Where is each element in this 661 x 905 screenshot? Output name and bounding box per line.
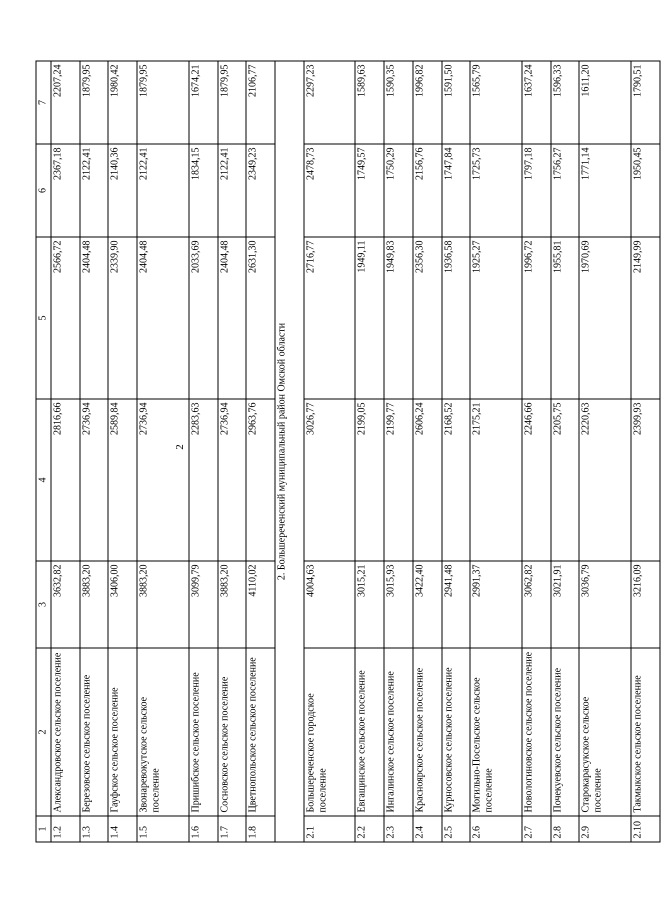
value-col-4: 2606,24 <box>413 399 442 561</box>
value-col-7: 1879,95 <box>218 61 247 144</box>
row-number: 2.7 <box>522 816 551 842</box>
tariff-table-rotated <box>36 62 661 843</box>
value-col-4: 2736,94 <box>80 399 109 561</box>
value-col-7: 1879,95 <box>80 61 109 144</box>
value-col-6: 2478,73 <box>304 144 356 237</box>
value-col-4: 2589,84 <box>108 399 137 561</box>
settlement-name: Гауфское сельское поселение <box>108 648 137 816</box>
value-col-5: 2566,72 <box>51 237 80 399</box>
settlement-name: Могильно-Посельское сельское поселение <box>470 648 522 816</box>
value-col-7: 1596,33 <box>551 61 580 144</box>
table-row <box>413 61 442 842</box>
col-header-5: 5 <box>36 237 51 399</box>
value-col-3: 3883,20 <box>137 561 189 648</box>
value-col-5: 1970,69 <box>579 237 631 399</box>
settlement-name: Такмыкское сельское поселение <box>631 648 660 816</box>
value-col-6: 1834,15 <box>189 144 218 237</box>
value-col-3: 3216,09 <box>631 561 660 648</box>
value-col-3: 3036,79 <box>579 561 631 648</box>
value-col-4: 2283,63 <box>189 399 218 561</box>
row-number: 1.8 <box>246 816 275 842</box>
table-row <box>631 61 660 842</box>
value-col-6: 2122,41 <box>137 144 189 237</box>
value-col-7: 1591,50 <box>442 61 471 144</box>
value-col-3: 3099,79 <box>189 561 218 648</box>
value-col-6: 1771,14 <box>579 144 631 237</box>
table-row <box>189 61 218 842</box>
settlement-name: Евгащинское сельское поселение <box>355 648 384 816</box>
value-col-4: 2399,93 <box>631 399 660 561</box>
row-number: 2.3 <box>384 816 413 842</box>
settlement-name: Александровское сельское поселение <box>51 648 80 816</box>
value-col-3: 3021,91 <box>551 561 580 648</box>
settlement-name: Большереченское городское поселение <box>304 648 356 816</box>
col-header-3: 3 <box>36 561 51 648</box>
value-col-5: 2716,77 <box>304 237 356 399</box>
row-number: 2.5 <box>442 816 471 842</box>
value-col-4: 2199,05 <box>355 399 384 561</box>
value-col-7: 1611,20 <box>579 61 631 144</box>
table-row <box>355 61 384 842</box>
row-number: 2.4 <box>413 816 442 842</box>
row-number: 1.4 <box>108 816 137 842</box>
value-col-3: 4110,02 <box>246 561 275 648</box>
table-row <box>108 61 137 842</box>
tariff-table <box>36 61 661 843</box>
value-col-4: 2963,76 <box>246 399 275 561</box>
table-row <box>137 61 189 842</box>
value-col-3: 2991,37 <box>470 561 522 648</box>
table-row <box>51 61 80 842</box>
value-col-6: 2140,36 <box>108 144 137 237</box>
value-col-5: 2404,48 <box>80 237 109 399</box>
settlement-name: Старокарасукское сельское поселение <box>579 648 631 816</box>
col-header-4: 4 <box>36 399 51 561</box>
value-col-3: 3883,20 <box>218 561 247 648</box>
value-col-6: 2156,76 <box>413 144 442 237</box>
value-col-6: 2122,41 <box>218 144 247 237</box>
value-col-3: 3422,40 <box>413 561 442 648</box>
row-number: 2.9 <box>579 816 631 842</box>
value-col-7: 1996,82 <box>413 61 442 144</box>
row-number: 1.6 <box>189 816 218 842</box>
value-col-5: 1949,11 <box>355 237 384 399</box>
settlement-name: Новологиновское сельское поселение <box>522 648 551 816</box>
settlement-name: Звонаревокутское сельское поселение <box>137 648 189 816</box>
value-col-4: 2246,66 <box>522 399 551 561</box>
value-col-4: 2199,77 <box>384 399 413 561</box>
value-col-5: 1996,72 <box>522 237 551 399</box>
value-col-5: 2339,90 <box>108 237 137 399</box>
row-number: 2.1 <box>304 816 356 842</box>
value-col-5: 1955,81 <box>551 237 580 399</box>
value-col-7: 1790,51 <box>631 61 660 144</box>
value-col-5: 2404,48 <box>137 237 189 399</box>
settlement-name: Красноярское сельское поселение <box>413 648 442 816</box>
value-col-4: 2736,94 <box>137 399 189 561</box>
section-row <box>275 61 304 842</box>
table-body <box>51 61 660 842</box>
col-header-6: 6 <box>36 144 51 237</box>
value-col-3: 2941,48 <box>442 561 471 648</box>
value-col-6: 2367,18 <box>51 144 80 237</box>
value-col-5: 2033,69 <box>189 237 218 399</box>
value-col-7: 1637,24 <box>522 61 551 144</box>
value-col-4: 3026,77 <box>304 399 356 561</box>
value-col-6: 1747,84 <box>442 144 471 237</box>
value-col-7: 1565,79 <box>470 61 522 144</box>
row-number: 2.6 <box>470 816 522 842</box>
value-col-3: 3015,21 <box>355 561 384 648</box>
table-row <box>442 61 471 842</box>
table-row <box>579 61 631 842</box>
table-row <box>246 61 275 842</box>
value-col-7: 2297,23 <box>304 61 356 144</box>
value-col-7: 1879,95 <box>137 61 189 144</box>
value-col-6: 2349,23 <box>246 144 275 237</box>
section-title: 2. Большереченский муниципальный район Омской области <box>275 61 304 842</box>
settlement-name: Ингалинское сельское поселение <box>384 648 413 816</box>
table-row <box>304 61 356 842</box>
value-col-7: 1674,21 <box>189 61 218 144</box>
value-col-5: 2149,99 <box>631 237 660 399</box>
value-col-7: 1980,42 <box>108 61 137 144</box>
settlement-name: Курносовское сельское поселение <box>442 648 471 816</box>
value-col-6: 1749,57 <box>355 144 384 237</box>
value-col-6: 1725,73 <box>470 144 522 237</box>
col-header-1: 1 <box>36 816 51 842</box>
header-row <box>36 61 51 842</box>
settlement-name: Березовское сельское поселение <box>80 648 109 816</box>
table-row <box>551 61 580 842</box>
value-col-3: 3632,82 <box>51 561 80 648</box>
value-col-5: 1925,27 <box>470 237 522 399</box>
row-number: 1.2 <box>51 816 80 842</box>
settlement-name: Сосновское сельское поселение <box>218 648 247 816</box>
value-col-4: 2175,21 <box>470 399 522 561</box>
value-col-4: 2205,75 <box>551 399 580 561</box>
settlement-name: Пришибское сельское поселение <box>189 648 218 816</box>
value-col-6: 2122,41 <box>80 144 109 237</box>
row-number: 1.7 <box>218 816 247 842</box>
value-col-4: 2220,63 <box>579 399 631 561</box>
value-col-3: 3015,93 <box>384 561 413 648</box>
value-col-5: 1949,83 <box>384 237 413 399</box>
value-col-4: 2736,94 <box>218 399 247 561</box>
col-header-2: 2 <box>36 648 51 816</box>
row-number: 1.5 <box>137 816 189 842</box>
row-number: 1.3 <box>80 816 109 842</box>
row-number: 2.2 <box>355 816 384 842</box>
value-col-5: 2404,48 <box>218 237 247 399</box>
value-col-7: 1590,35 <box>384 61 413 144</box>
value-col-3: 4004,63 <box>304 561 356 648</box>
row-number: 2.10 <box>631 816 660 842</box>
table-row <box>218 61 247 842</box>
row-number: 2.8 <box>551 816 580 842</box>
table-row <box>522 61 551 842</box>
value-col-6: 1756,27 <box>551 144 580 237</box>
value-col-7: 2207,24 <box>51 61 80 144</box>
table-row <box>470 61 522 842</box>
settlement-name: Цветнопольское сельское поселение <box>246 648 275 816</box>
page-number: 2 <box>174 444 186 450</box>
value-col-5: 2631,30 <box>246 237 275 399</box>
value-col-5: 2356,30 <box>413 237 442 399</box>
value-col-4: 2816,66 <box>51 399 80 561</box>
value-col-3: 3883,20 <box>80 561 109 648</box>
value-col-7: 2106,77 <box>246 61 275 144</box>
value-col-3: 3062,82 <box>522 561 551 648</box>
value-col-6: 1950,45 <box>631 144 660 237</box>
col-header-7: 7 <box>36 61 51 144</box>
value-col-5: 1936,58 <box>442 237 471 399</box>
value-col-7: 1589,63 <box>355 61 384 144</box>
value-col-6: 1750,29 <box>384 144 413 237</box>
table-row <box>80 61 109 842</box>
value-col-4: 2168,52 <box>442 399 471 561</box>
value-col-6: 1797,18 <box>522 144 551 237</box>
table-row <box>384 61 413 842</box>
settlement-name: Почекуевское сельское поселение <box>551 648 580 816</box>
value-col-3: 3406,00 <box>108 561 137 648</box>
